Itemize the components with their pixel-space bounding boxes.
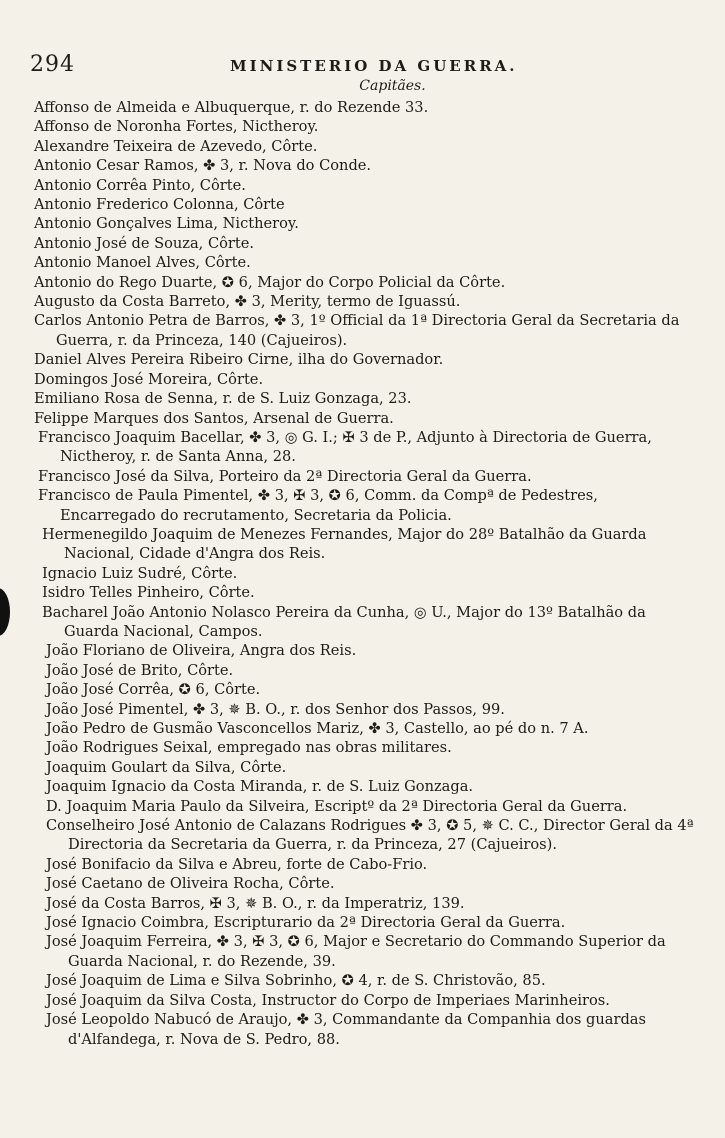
page-number: 294 (30, 52, 75, 77)
list-item: Francisco Joaquim Bacellar, ✤ 3, ◎ G. I.; ✠ 3 de P., Adjunto à Directoria de Guerra, Nictheroy, r. de Santa Anna, 28. (38, 428, 652, 466)
list-item: Antonio Corrêa Pinto, Côrte. (34, 176, 246, 194)
page-header (30, 52, 690, 76)
list-item: Conselheiro José Antonio de Calazans Rodrigues ✤ 3, ✪ 5, ✵ C. C., Director Geral da 4ª Directoria da Secretaria da Guerra, r. da Princeza, 27 (Cajueiros). (46, 817, 694, 854)
list-item: Affonso de Noronha Fortes, Nictheroy. (34, 118, 319, 136)
list-item: Joaquim Ignacio da Costa Miranda, r. de S. Luiz Gonzaga. (46, 778, 474, 796)
binding-hole-mark (0, 588, 10, 636)
list-item: Domingos José Moreira, Côrte. (34, 370, 264, 388)
list-item: José Caetano de Oliveira Rocha, Côrte. (46, 875, 335, 893)
list-item: Carlos Antonio Petra de Barros, ✤ 3, 1º Official da 1ª Directoria Geral da Secretaria da Guerra, r. da Princeza, 140 (Cajueiros). (34, 312, 680, 349)
list-item: João Pedro de Gusmão Vasconcellos Mariz, ✤ 3, Castello, ao pé do n. 7 A. (46, 720, 589, 737)
list-item: Antonio Manoel Alves, Côrte. (34, 254, 251, 272)
list-item: José Bonifacio da Silva e Abreu, forte de Cabo-Frio. (46, 855, 428, 873)
entry-list (34, 98, 694, 1049)
list-item: D. Joaquim Maria Paulo da Silveira, Escriptº da 2ª Directoria Geral da Guerra. (46, 797, 628, 815)
section-title: Capitães. (359, 78, 426, 94)
list-item: Affonso de Almeida e Albuquerque, r. do Rezende 33. (34, 99, 429, 116)
list-item: Antonio do Rego Duarte, ✪ 6, Major do Corpo Policial da Côrte. (34, 273, 506, 291)
list-item: Alexandre Teixeira de Azevedo, Côrte. (34, 137, 318, 155)
list-item: Emiliano Rosa de Senna, r. de S. Luiz Gonzaga, 23. (34, 390, 412, 408)
list-item: José Ignacio Coimbra, Escripturario da 2ª Directoria Geral da Guerra. (46, 914, 566, 932)
list-item: Daniel Alves Pereira Ribeiro Cirne, ilha do Governador. (34, 351, 444, 369)
list-item: José Joaquim da Silva Costa, Instructor do Corpo de Imperiaes Marinheiros. (46, 991, 610, 1009)
list-item: João Rodrigues Seixal, empregado nas obras militares. (46, 739, 452, 757)
list-item: Francisco de Paula Pimentel, ✤ 3, ✠ 3, ✪ 6, Comm. da Compª de Pedestres, Encarregado do recrutamento, Secretaria da Policia. (38, 487, 598, 524)
list-item: João José de Brito, Côrte. (46, 661, 234, 679)
list-item: João José Pimentel, ✤ 3, ✵ B. O., r. dos Senhor dos Passos, 99. (46, 700, 505, 718)
list-item: Hermenegildo Joaquim de Menezes Fernandes, Major do 28º Batalhão da Guarda Nacional, Cidade d'Angra dos Reis. (42, 525, 647, 563)
list-item: Felippe Marques dos Santos, Arsenal de Guerra. (34, 409, 394, 427)
list-item: José Joaquim Ferreira, ✤ 3, ✠ 3, ✪ 6, Major e Secretario do Commando Superior da Guarda Nacional, r. do Rezende, 39. (46, 933, 666, 970)
list-item: José Joaquim de Lima e Silva Sobrinho, ✪ 4, r. de S. Christovão, 85. (46, 972, 546, 990)
list-item: Isidro Telles Pinheiro, Côrte. (42, 584, 255, 602)
list-item: Augusto da Costa Barreto, ✤ 3, Merity, termo de Iguassú. (34, 293, 461, 311)
running-title: MINISTERIO DA GUERRA. (230, 57, 518, 75)
list-item: Francisco José da Silva, Porteiro da 2ª Directoria Geral da Guerra. (38, 467, 532, 485)
list-item: Bacharel João Antonio Nolasco Pereira da Cunha, ◎ U., Major do 13º Batalhão da Guarda Nacional, Campos. (42, 603, 646, 640)
list-item: Antonio Cesar Ramos, ✤ 3, r. Nova do Conde. (34, 157, 372, 175)
list-item: José Leopoldo Nabucó de Araujo, ✤ 3, Commandante da Companhia dos guardas d'Alfandega, r. Nova de S. Pedro, 88. (46, 1011, 646, 1048)
list-item: José da Costa Barros, ✠ 3, ✵ B. O., r. da Imperatriz, 139. (46, 894, 465, 912)
list-item: João José Corrêa, ✪ 6, Côrte. (46, 681, 261, 699)
list-item: Antonio José de Souza, Côrte. (34, 234, 255, 252)
list-item: Ignacio Luiz Sudré, Côrte. (42, 564, 238, 582)
list-item: Antonio Gonçalves Lima, Nictheroy. (34, 215, 299, 233)
list-item: João Floriano de Oliveira, Angra dos Reis. (46, 642, 357, 660)
list-item: Antonio Frederico Colonna, Côrte (34, 196, 285, 214)
list-item: Joaquim Goulart da Silva, Côrte. (46, 758, 287, 776)
